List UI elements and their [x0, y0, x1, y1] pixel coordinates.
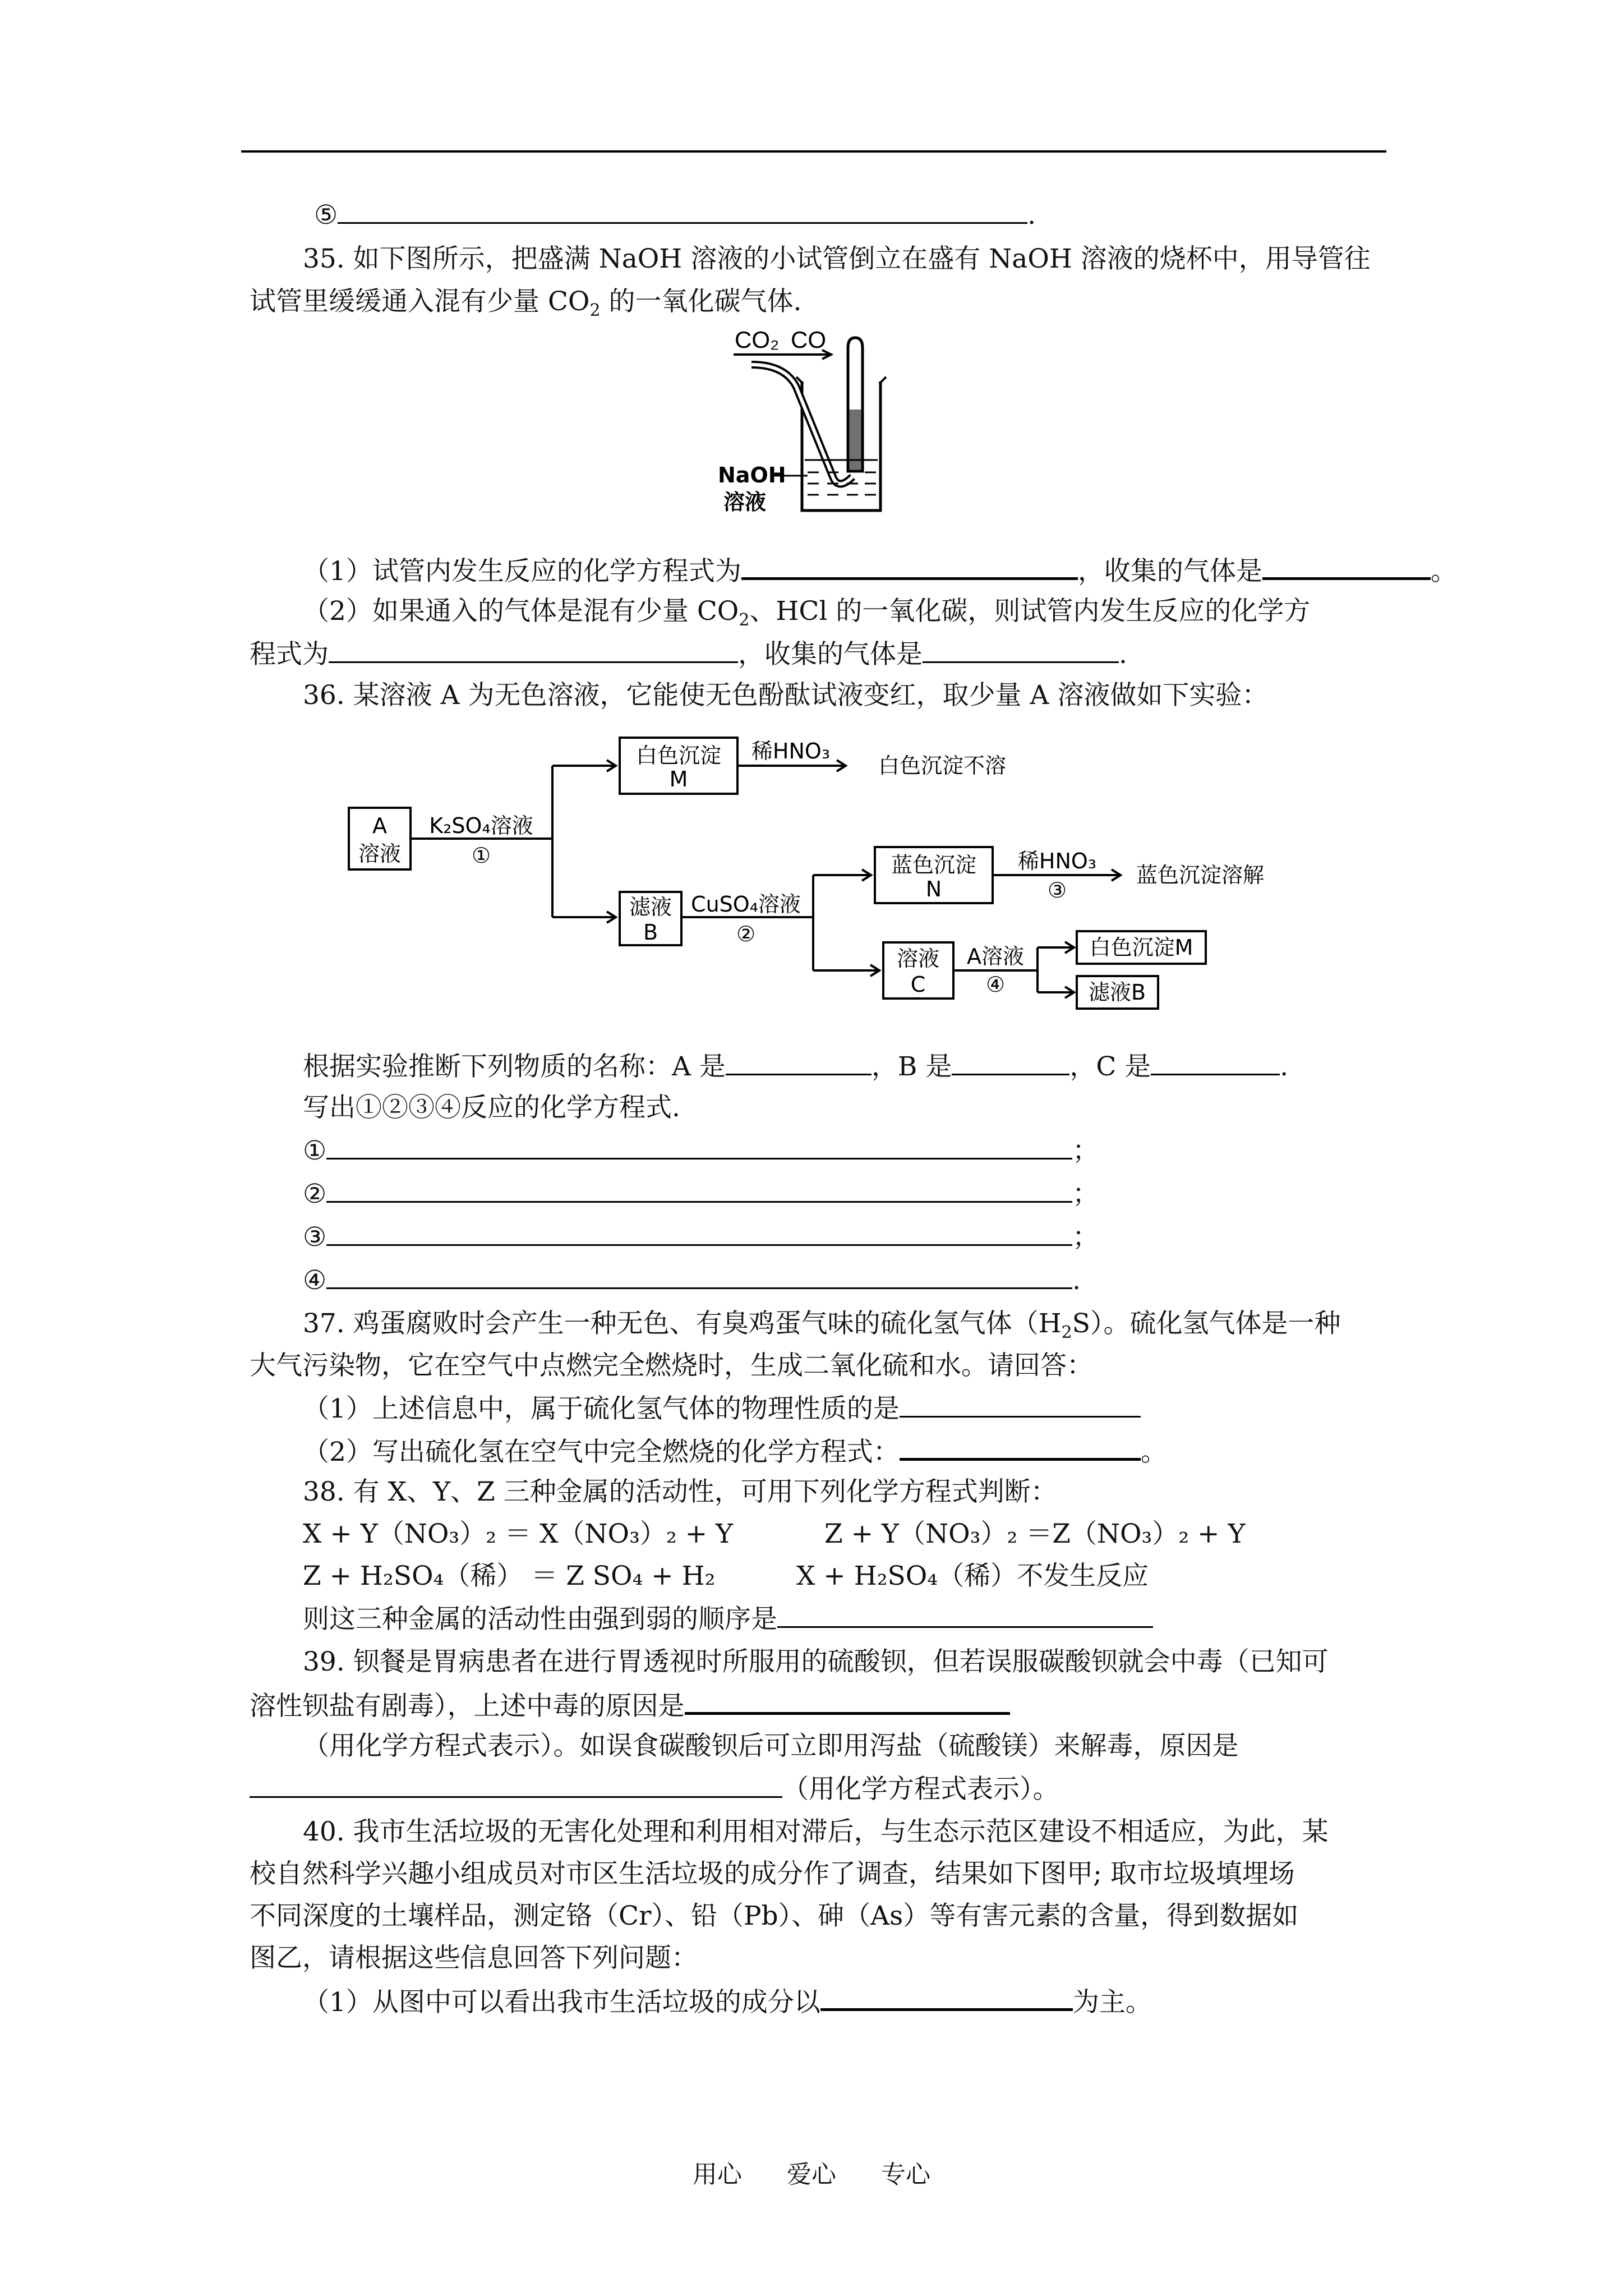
q37-part2: （2）写出硫化氢在空气中完全燃烧的化学方程式： 。 — [303, 1433, 1167, 1469]
flow-c-label: 溶液 — [896, 946, 940, 971]
q38-eq4: X + H₂SO₄（稀）不发生反应 — [796, 1561, 1149, 1591]
q36-question: 根据实验推断下列物质的名称：A 是 ，B 是 ，C 是 . — [303, 1049, 1288, 1084]
q39-line3: （用化学方程式表示）。如误食碳酸钡后可立即用泻盐（硫酸镁）来解毒，原因是 — [303, 1731, 1239, 1761]
flow-out-b: 滤液B — [1088, 980, 1146, 1005]
flow-hno3-b: 稀HNO₃ — [1017, 849, 1097, 873]
q35-part2: （2）如果通入的气体是混有少量 $CO_2$、HCl 的一氧化碳，则试管内发生反应的化学方 — [303, 596, 1311, 630]
q36-write: 写出①②③④反应的化学方程式. — [303, 1092, 680, 1123]
q39-line2: 溶性钡盐有剧毒），上述中毒的原因是 — [250, 1687, 1010, 1723]
flow-n-label: 蓝色沉淀 — [891, 853, 977, 877]
q36-intro: 36. 某溶液 A 为无色溶液，它能使无色酚酞试液变红，取少量 A 溶液做如下实验： — [303, 680, 1269, 711]
answer-blank — [326, 1176, 1072, 1203]
q38-eq1: X + Y（NO₃）₂ ＝ X（NO₃）₂ + Y — [303, 1519, 734, 1549]
flow-step3: ③ — [1047, 878, 1067, 903]
fig-label-naoh: NaOH — [718, 463, 786, 487]
flow-k2so4: K₂SO₄溶液 — [429, 813, 533, 838]
flow-a: A — [372, 813, 387, 838]
flow-step2: ② — [736, 922, 756, 946]
fig-label-solution: 溶液 — [723, 490, 767, 514]
answer-blank — [952, 1049, 1069, 1075]
answer-blank — [326, 1220, 1072, 1246]
flow-step1: ① — [471, 843, 491, 868]
q36-eq1: ① ； — [303, 1133, 1099, 1168]
answer-blank — [326, 1133, 1072, 1159]
q37-line1: 37. 鸡蛋腐败时会产生一种无色、有臭鸡蛋气味的硫化氢气体$(H_2S)$。硫化氢气体是一种 — [303, 1308, 1341, 1342]
q35-apparatus-figure — [718, 325, 920, 533]
q38-eq2: Z + Y（NO₃）₂ ＝Z（NO₃）₂ + Y — [824, 1519, 1246, 1549]
answer-blank — [726, 1049, 872, 1075]
flow-step4: ④ — [985, 972, 1006, 997]
fig-gas-co2: CO₂ — [735, 326, 780, 353]
flow-filtrate: 滤液 — [629, 895, 672, 919]
flow-a-reagent: A溶液 — [967, 944, 1024, 969]
q40-line4: 图乙，请根据这些信息回答下列问题： — [250, 1943, 698, 1973]
q40-line3: 不同深度的土壤样品，测定铬（Cr）、铅（Pb）、砷（As）等有害元素的含量，得到数据如 — [250, 1901, 1299, 1931]
answer-blank — [923, 637, 1119, 663]
q35-line1: 35. 如下图所示，把盛满 NaOH 溶液的小试管倒立在盛有 NaOH 溶液的烧杯中，用导管往 — [303, 243, 1371, 274]
q40-line2: 校自然科学兴趣小组成员对市区生活垃圾的成分作了调查，结果如下图甲; 取市垃圾填埋场 — [250, 1858, 1295, 1889]
flow-m-result: 白色沉淀不溶 — [878, 753, 1007, 778]
q38-intro: 38. 有 X、Y、Z 三种金属的活动性，可用下列化学方程式判断： — [303, 1476, 1057, 1507]
answer-blank — [777, 1602, 1153, 1628]
page-footer: 用心 爱心 专心 — [693, 2160, 930, 2189]
answer-blank — [741, 553, 1078, 580]
q38-eq3: Z + H₂SO₄（稀） ＝ Z SO₄ + H₂ — [303, 1561, 716, 1591]
q37-part1: （1）上述信息中，属于硫化氢气体的物理性质的是 — [303, 1391, 1141, 1426]
flow-n-result: 蓝色沉淀溶解 — [1136, 863, 1265, 887]
answer-blank — [685, 1687, 1010, 1715]
q39-line1: 39. 钡餐是胃病患者在进行胃透视时所服用的硫酸钡，但若误服碳酸钡就会中毒（已知可 — [303, 1646, 1329, 1677]
flow-b: B — [643, 920, 658, 945]
answer-blank — [900, 1433, 1141, 1461]
q35-line2: 试管里缓缓通入混有少量 $CO_2$ 的一氧化碳气体. — [250, 286, 802, 320]
q40-line1: 40. 我市生活垃圾的无害化处理和利用相对滞后，与生态示范区建设不相适应，为此，某 — [303, 1816, 1329, 1847]
flow-m-label: 白色沉淀 — [635, 743, 722, 768]
flow-n: N — [925, 877, 942, 901]
q36-eq4: ④ . — [303, 1263, 1081, 1297]
q36-eq3: ③ ； — [303, 1220, 1099, 1254]
flow-m: M — [669, 767, 688, 792]
answer-blank — [329, 637, 738, 663]
answer-blank — [338, 197, 1027, 224]
q38-ask: 则这三种金属的活动性由强到弱的顺序是 — [303, 1602, 1153, 1636]
q35-part1: （1）试管内发生反应的化学方程式为 ，收集的气体是 。 — [303, 553, 1457, 588]
beaker — [802, 381, 880, 510]
q35-part2-cont: 程式为 ，收集的气体是 . — [250, 637, 1127, 671]
header-rule — [241, 150, 1386, 153]
answer-blank — [820, 1984, 1073, 2011]
q36-flowchart — [336, 724, 1318, 1038]
flow-cuso4: CuSO₄溶液 — [691, 892, 801, 917]
flow-a-solution: 溶液 — [358, 841, 402, 866]
q40-part1: （1）从图中可以看出我市生活垃圾的成分以 为主。 — [303, 1984, 1152, 2019]
flow-c: C — [910, 972, 926, 997]
flow-hno3-a: 稀HNO₃ — [751, 739, 831, 763]
answer-blank — [900, 1391, 1141, 1418]
fig-gas-co: CO — [791, 326, 826, 353]
q34-item5: ⑤ . — [314, 197, 1036, 232]
answer-blank — [326, 1263, 1072, 1289]
answer-blank — [250, 1772, 782, 1798]
flow-out-m: 白色沉淀M — [1089, 935, 1193, 960]
tube-liquid — [849, 409, 861, 470]
q37-line2: 大气污染物，它在空气中点燃完全燃烧时，生成二氧化硫和水。请回答： — [250, 1350, 1093, 1381]
answer-blank — [1262, 553, 1431, 580]
q36-eq2: ② ； — [303, 1176, 1099, 1211]
answer-blank — [1151, 1049, 1280, 1075]
q39-line4: （用化学方程式表示）。 — [250, 1772, 1059, 1806]
